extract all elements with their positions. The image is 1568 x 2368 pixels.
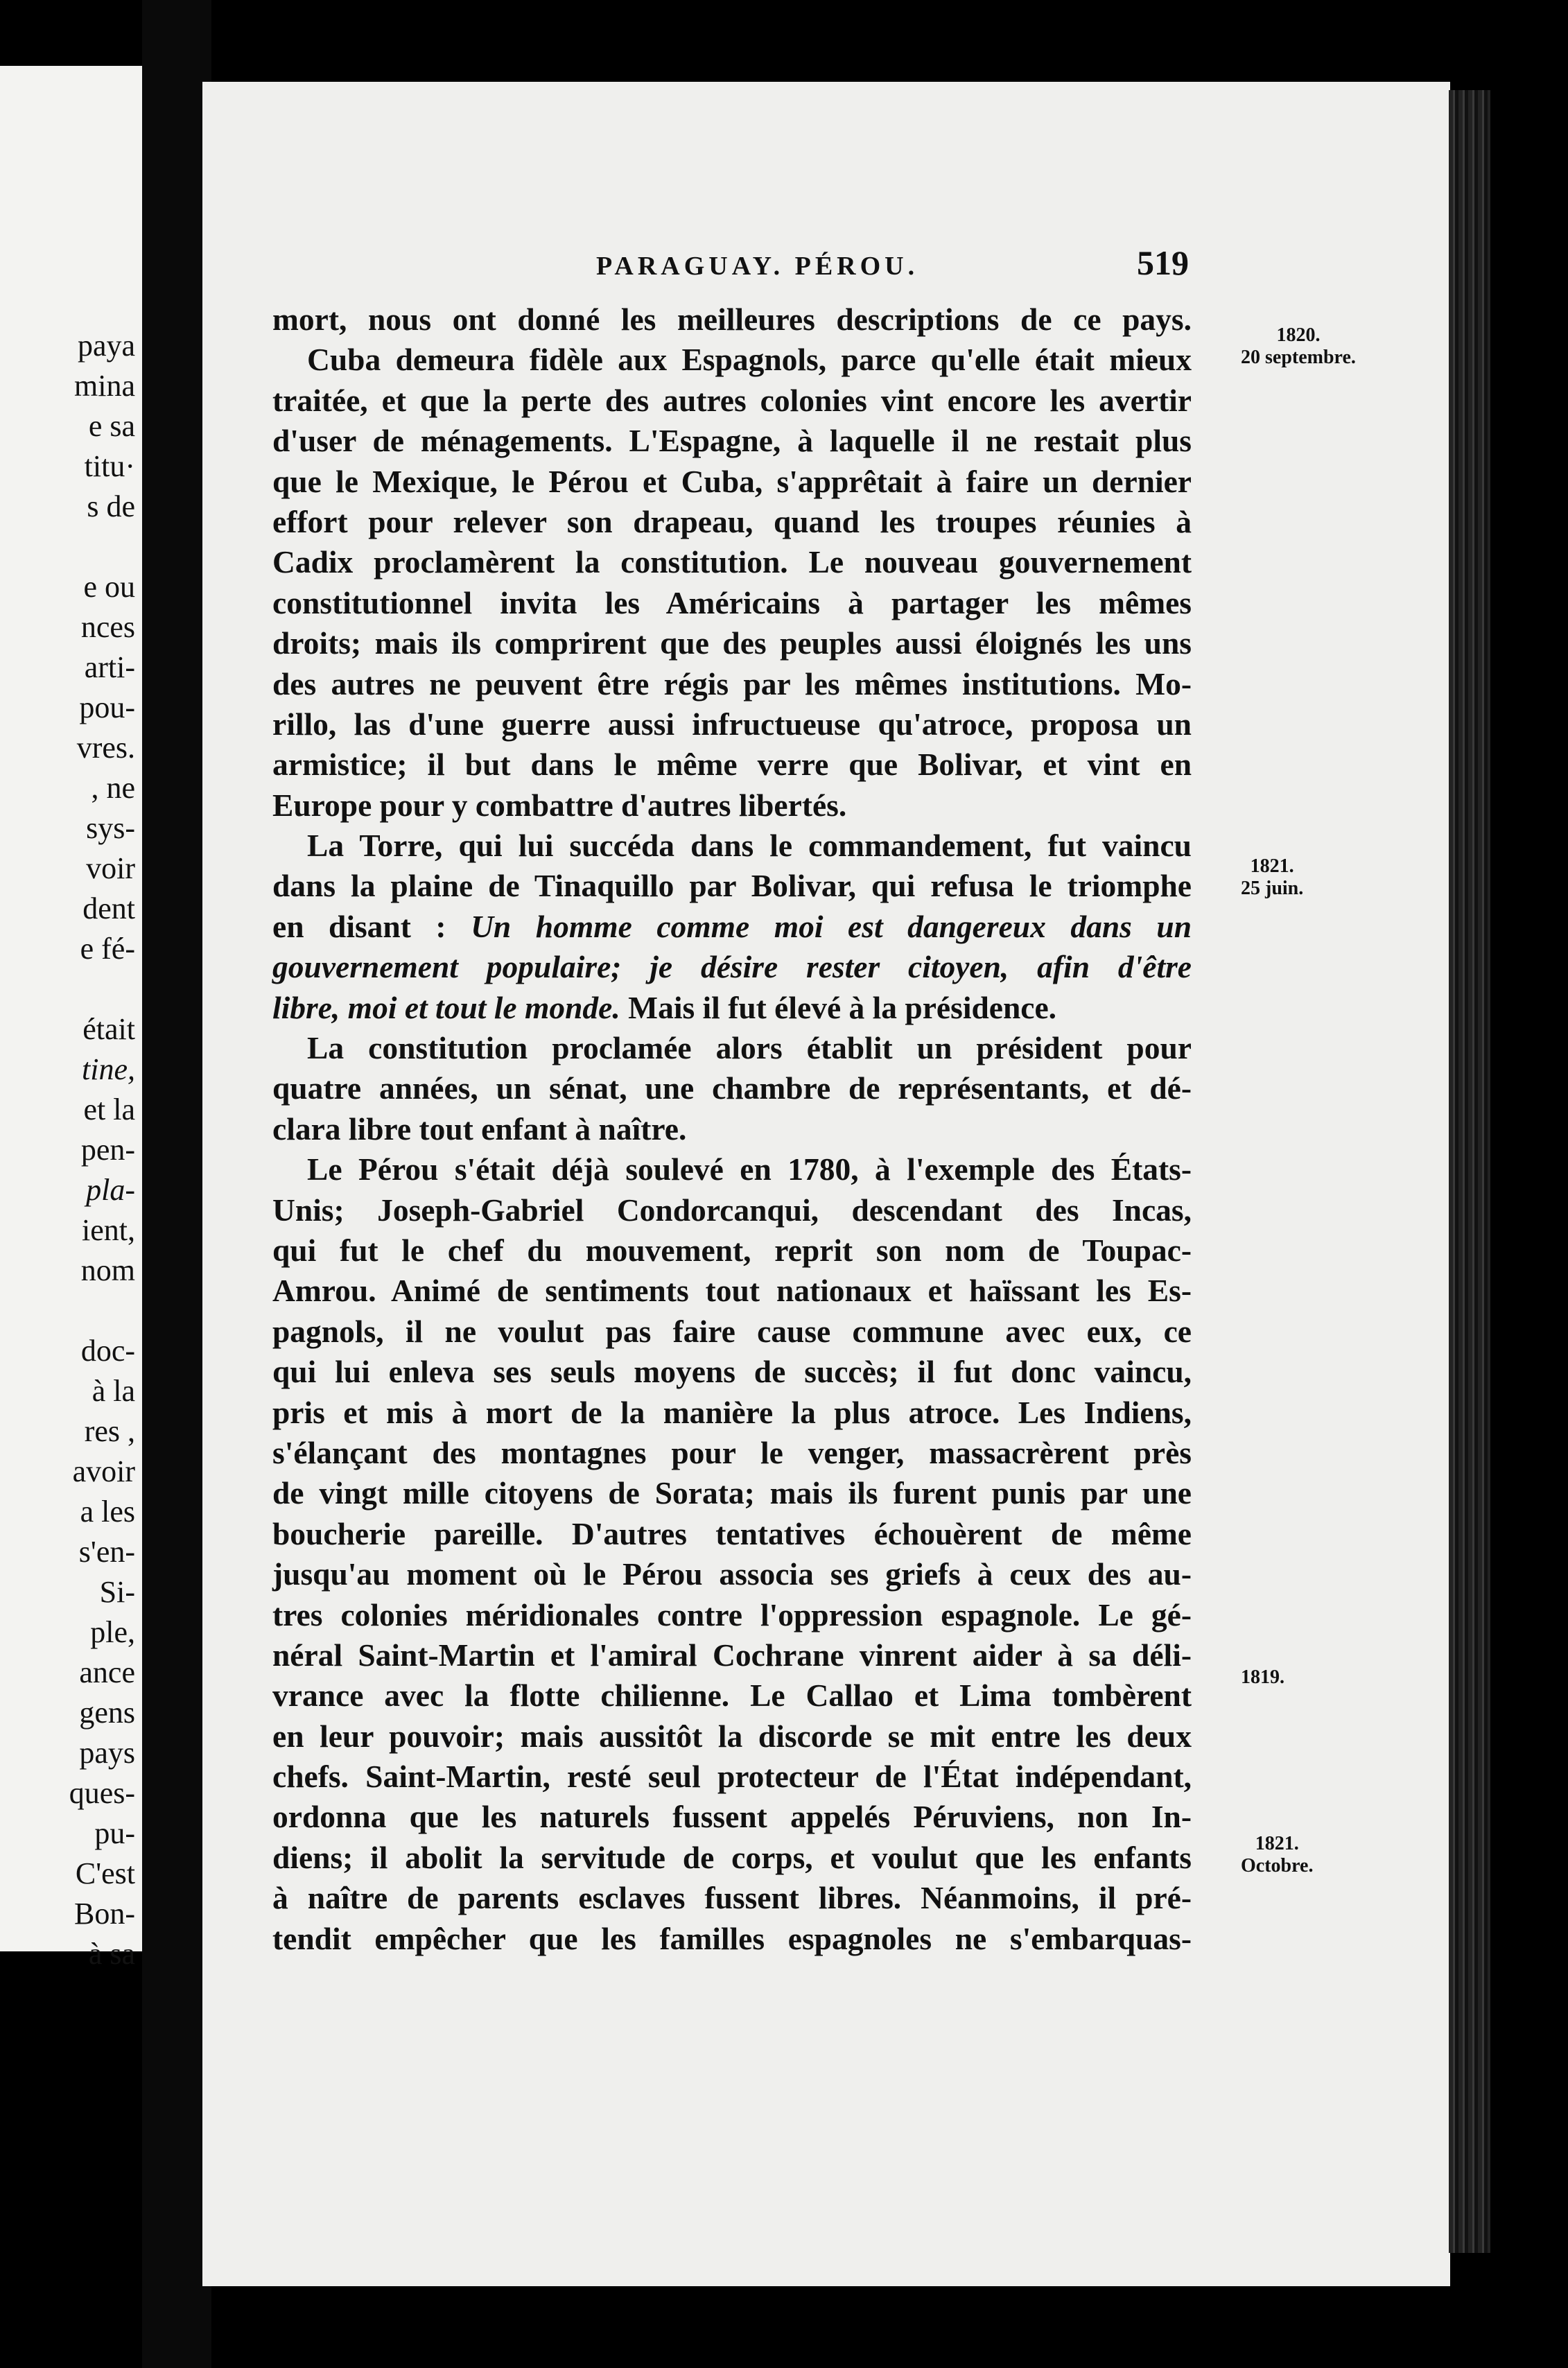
- text-line: [272, 542, 1192, 582]
- left-page-fragment-line: avoir: [72, 1454, 135, 1488]
- text-line: [272, 1716, 1192, 1757]
- left-page-fragment-line: pla-: [86, 1173, 135, 1207]
- text-segment: de vingt mille citoyens de Sorata; mais ils furent punis par une: [272, 1475, 1192, 1511]
- text-line: [272, 1675, 1192, 1716]
- italic-text: gouvernement populaire; je désire rester citoyen, afin d'être: [272, 949, 1192, 985]
- text-segment: néral Saint-Martin et l'amiral Cochrane vinrent aider à sa déli-: [272, 1637, 1192, 1673]
- left-page-fragment-line: e fé-: [80, 932, 135, 966]
- text-segment: à naître de parents esclaves fussent libres. Néanmoins, il pré-: [272, 1880, 1192, 1916]
- text-segment: Cuba demeura fidèle aux Espagnols, parce qu'elle était mieux: [307, 342, 1192, 378]
- text-segment: que le Mexique, le Pérou et Cuba, s'apprêtait à faire un dernier: [272, 463, 1192, 499]
- text-segment: Cadix proclamèrent la constitution. Le nouveau gouvernement: [272, 544, 1192, 580]
- left-page-fragment-line: à sa: [88, 1937, 135, 1971]
- text-segment: d'user de ménagements. L'Espagne, à laquelle il ne restait plus: [272, 423, 1192, 459]
- left-page-fragment-line: nces: [80, 610, 135, 644]
- text-segment: chefs. Saint-Martin, resté seul protecteur de l'État indépendant,: [272, 1759, 1192, 1795]
- text-line: [272, 1433, 1192, 1473]
- text-line: [272, 1473, 1192, 1513]
- text-line: [272, 1797, 1192, 1837]
- text-segment: droits; mais ils comprirent que des peuples aussi éloignés les uns: [272, 625, 1192, 661]
- text-line: [272, 664, 1192, 704]
- left-page-fragment-line: était: [82, 1012, 135, 1046]
- text-line: [272, 1312, 1192, 1352]
- margin-note-date: Octobre.: [1241, 1855, 1314, 1877]
- text-line: [272, 1838, 1192, 1878]
- text-segment: traitée, et que la perte des autres colonies vint encore les avertir: [272, 382, 1192, 418]
- left-page-fragment-line: pou-: [79, 690, 135, 724]
- text-line: [272, 1919, 1192, 1959]
- left-page-fragment-line: ance: [79, 1655, 135, 1689]
- text-segment: ordonna que les naturels fussent appelés Péruviens, non In-: [272, 1799, 1192, 1835]
- text-segment: pagnols, il ne voulut pas faire cause commune avec eux, ce: [272, 1313, 1192, 1349]
- text-segment: tres colonies méridionales contre l'oppression espagnole. Le gé-: [272, 1596, 1192, 1633]
- text-segment: Unis; Joseph-Gabriel Condorcanqui, descendant des Incas,: [272, 1192, 1192, 1228]
- text-line: [272, 1352, 1192, 1392]
- text-segment: Amrou. Animé de sentiments tout nationaux et haïssant les Es-: [272, 1273, 1192, 1309]
- text-segment: Europe pour y combattre d'autres libertés.: [272, 787, 847, 823]
- margin-note-year: 1821.: [1255, 1833, 1299, 1854]
- page-edge: [1449, 90, 1490, 2253]
- text-segment: effort pour relever son drapeau, quand les troupes réunies à: [272, 503, 1192, 539]
- text-segment: vrance avec la flotte chilienne. Le Callao et Lima tombèrent: [272, 1678, 1192, 1714]
- text-line: [272, 1878, 1192, 1918]
- text-line: [272, 1068, 1192, 1108]
- margin-date-note: [1241, 1833, 1313, 1877]
- text-line: [272, 745, 1192, 785]
- text-segment: mort, nous ont donné les meilleures descriptions de ce pays.: [272, 302, 1192, 337]
- left-page-fragment-line: tine,: [82, 1052, 135, 1086]
- text-line: [272, 462, 1192, 502]
- left-page-fragment-line: mina: [74, 369, 135, 403]
- left-page-fragment-line: s de: [87, 489, 135, 523]
- text-segment: dans la plaine de Tinaquillo par Bolivar, qui refusa le triomphe: [272, 868, 1192, 904]
- left-page-fragment-line: paya: [77, 329, 135, 363]
- italic-text: Un homme comme moi est dangereux dans un: [471, 908, 1192, 944]
- margin-date-note: [1241, 1666, 1284, 1689]
- left-page-fragment-line: e ou: [83, 570, 135, 604]
- text-line: [272, 1393, 1192, 1433]
- left-page-fragment-line: ient,: [82, 1213, 135, 1247]
- running-head: PARAGUAY. PÉROU.: [596, 252, 919, 281]
- left-page-fragment-line: à la: [92, 1374, 135, 1408]
- left-page-fragment-line: voir: [86, 851, 135, 885]
- left-page-fragment-line: ple,: [90, 1615, 135, 1649]
- margin-note-date: 20 septembre.: [1241, 347, 1356, 368]
- left-page-fragment-line: pays: [79, 1736, 135, 1770]
- text-line: [272, 826, 1192, 866]
- text-line: [272, 1149, 1192, 1190]
- left-page-fragment-line: Bon-: [74, 1897, 135, 1931]
- left-page-fragment-line: pen-: [80, 1133, 135, 1167]
- text-line: [272, 1230, 1192, 1271]
- text-segment: qui lui enleva ses seuls moyens de succès; il fut donc vaincu,: [272, 1354, 1192, 1390]
- text-segment: des autres ne peuvent être régis par les mêmes institutions. Mo-: [272, 665, 1192, 702]
- left-page-fragment-line: e sa: [88, 409, 135, 443]
- text-segment: quatre années, un sénat, une chambre de représentants, et dé-: [272, 1070, 1192, 1106]
- text-line: [272, 381, 1192, 421]
- text-line: [272, 866, 1192, 906]
- margin-date-note: [1241, 324, 1356, 369]
- text-segment: armistice; il but dans le même verre que Bolivar, et vint en: [272, 747, 1192, 783]
- page-number: 519: [1137, 243, 1189, 282]
- text-segment: Mais il fut élevé à la présidence.: [620, 989, 1057, 1025]
- text-line: [272, 1271, 1192, 1311]
- margin-note-date: 25 juin.: [1241, 878, 1304, 899]
- text-line: [272, 1190, 1192, 1230]
- text-line: [272, 502, 1192, 542]
- text-segment: en leur pouvoir; mais aussitôt la discorde se mit entre les deux: [272, 1718, 1192, 1754]
- text-segment: Le Pérou s'était déjà soulevé en 1780, à l'exemple des États-: [307, 1151, 1192, 1187]
- book-gutter: [142, 0, 211, 2368]
- left-page-fragment-line: et la: [83, 1092, 135, 1126]
- left-page-fragment-line: Si-: [99, 1575, 135, 1609]
- text-line: [272, 1554, 1192, 1594]
- text-segment: La Torre, qui lui succéda dans le commandement, fut vaincu: [307, 828, 1192, 864]
- text-segment: pris et mis à mort de la manière la plus atroce. Les Indiens,: [272, 1394, 1192, 1430]
- left-page-fragment-line: sys-: [86, 811, 135, 845]
- margin-note-year: 1821.: [1250, 855, 1294, 877]
- text-line: [272, 583, 1192, 623]
- text-line: [272, 988, 1192, 1028]
- text-line: [272, 947, 1192, 987]
- left-page-fragment-line: nom: [80, 1253, 135, 1287]
- text-segment: s'élançant des montagnes pour le venger, massacrèrent près: [272, 1434, 1192, 1470]
- text-line: [272, 1757, 1192, 1797]
- body-text: [272, 299, 1192, 1959]
- text-line: [272, 299, 1192, 340]
- left-page-fragment-line: , ne: [91, 771, 135, 805]
- text-segment: La constitution proclamée alors établit un président pour: [307, 1030, 1192, 1066]
- left-page-fragment-line: pu-: [94, 1816, 135, 1850]
- margin-note-year: 1820.: [1276, 324, 1321, 346]
- left-page-fragment-line: a les: [80, 1495, 135, 1529]
- text-line: [272, 1514, 1192, 1554]
- text-segment: jusqu'au moment où le Pérou associa ses griefs à ceux des au-: [272, 1556, 1192, 1592]
- margin-note-year: 1819.: [1241, 1666, 1284, 1688]
- text-segment: rillo, las d'une guerre aussi infructueuse qu'atroce, proposa un: [272, 706, 1192, 742]
- left-page-fragment-line: dent: [82, 891, 135, 925]
- text-line: [272, 340, 1192, 380]
- text-line: [272, 1635, 1192, 1675]
- left-page-fragment-line: doc-: [80, 1334, 135, 1368]
- text-line: [272, 1028, 1192, 1068]
- text-line: [272, 421, 1192, 461]
- left-page-fragment-line: vres.: [76, 731, 135, 765]
- text-line: [272, 704, 1192, 745]
- text-line: [272, 907, 1192, 947]
- text-line: [272, 623, 1192, 663]
- left-page-fragment-line: C'est: [75, 1856, 135, 1890]
- text-segment: en disant :: [272, 908, 471, 944]
- margin-date-note: [1241, 855, 1303, 900]
- left-page-fragment-line: s'en-: [78, 1535, 135, 1569]
- text-segment: boucherie pareille. D'autres tentatives échouèrent de même: [272, 1515, 1192, 1551]
- text-segment: constitutionnel invita les Américains à partager les mêmes: [272, 584, 1192, 620]
- left-page-fragment-line: titu·: [84, 449, 135, 483]
- left-page-fragment-line: arti-: [84, 650, 135, 684]
- text-segment: qui fut le chef du mouvement, reprit son nom de Toupac-: [272, 1232, 1192, 1268]
- left-page-fragment-line: ques-: [69, 1776, 135, 1810]
- left-page-fragment: [0, 66, 142, 1971]
- text-segment: clara libre tout enfant à naître.: [272, 1111, 687, 1147]
- left-page-fragment-line: res ,: [84, 1414, 135, 1448]
- text-line: [272, 785, 1192, 826]
- left-page-fragment-line: gens: [79, 1696, 135, 1730]
- text-line: [272, 1109, 1192, 1149]
- italic-text: libre, moi et tout le monde.: [272, 989, 620, 1025]
- text-line: [272, 1595, 1192, 1635]
- text-segment: tendit empêcher que les familles espagnoles ne s'embarquas-: [272, 1920, 1192, 1956]
- text-segment: diens; il abolit la servitude de corps, et voulut que les enfants: [272, 1839, 1192, 1875]
